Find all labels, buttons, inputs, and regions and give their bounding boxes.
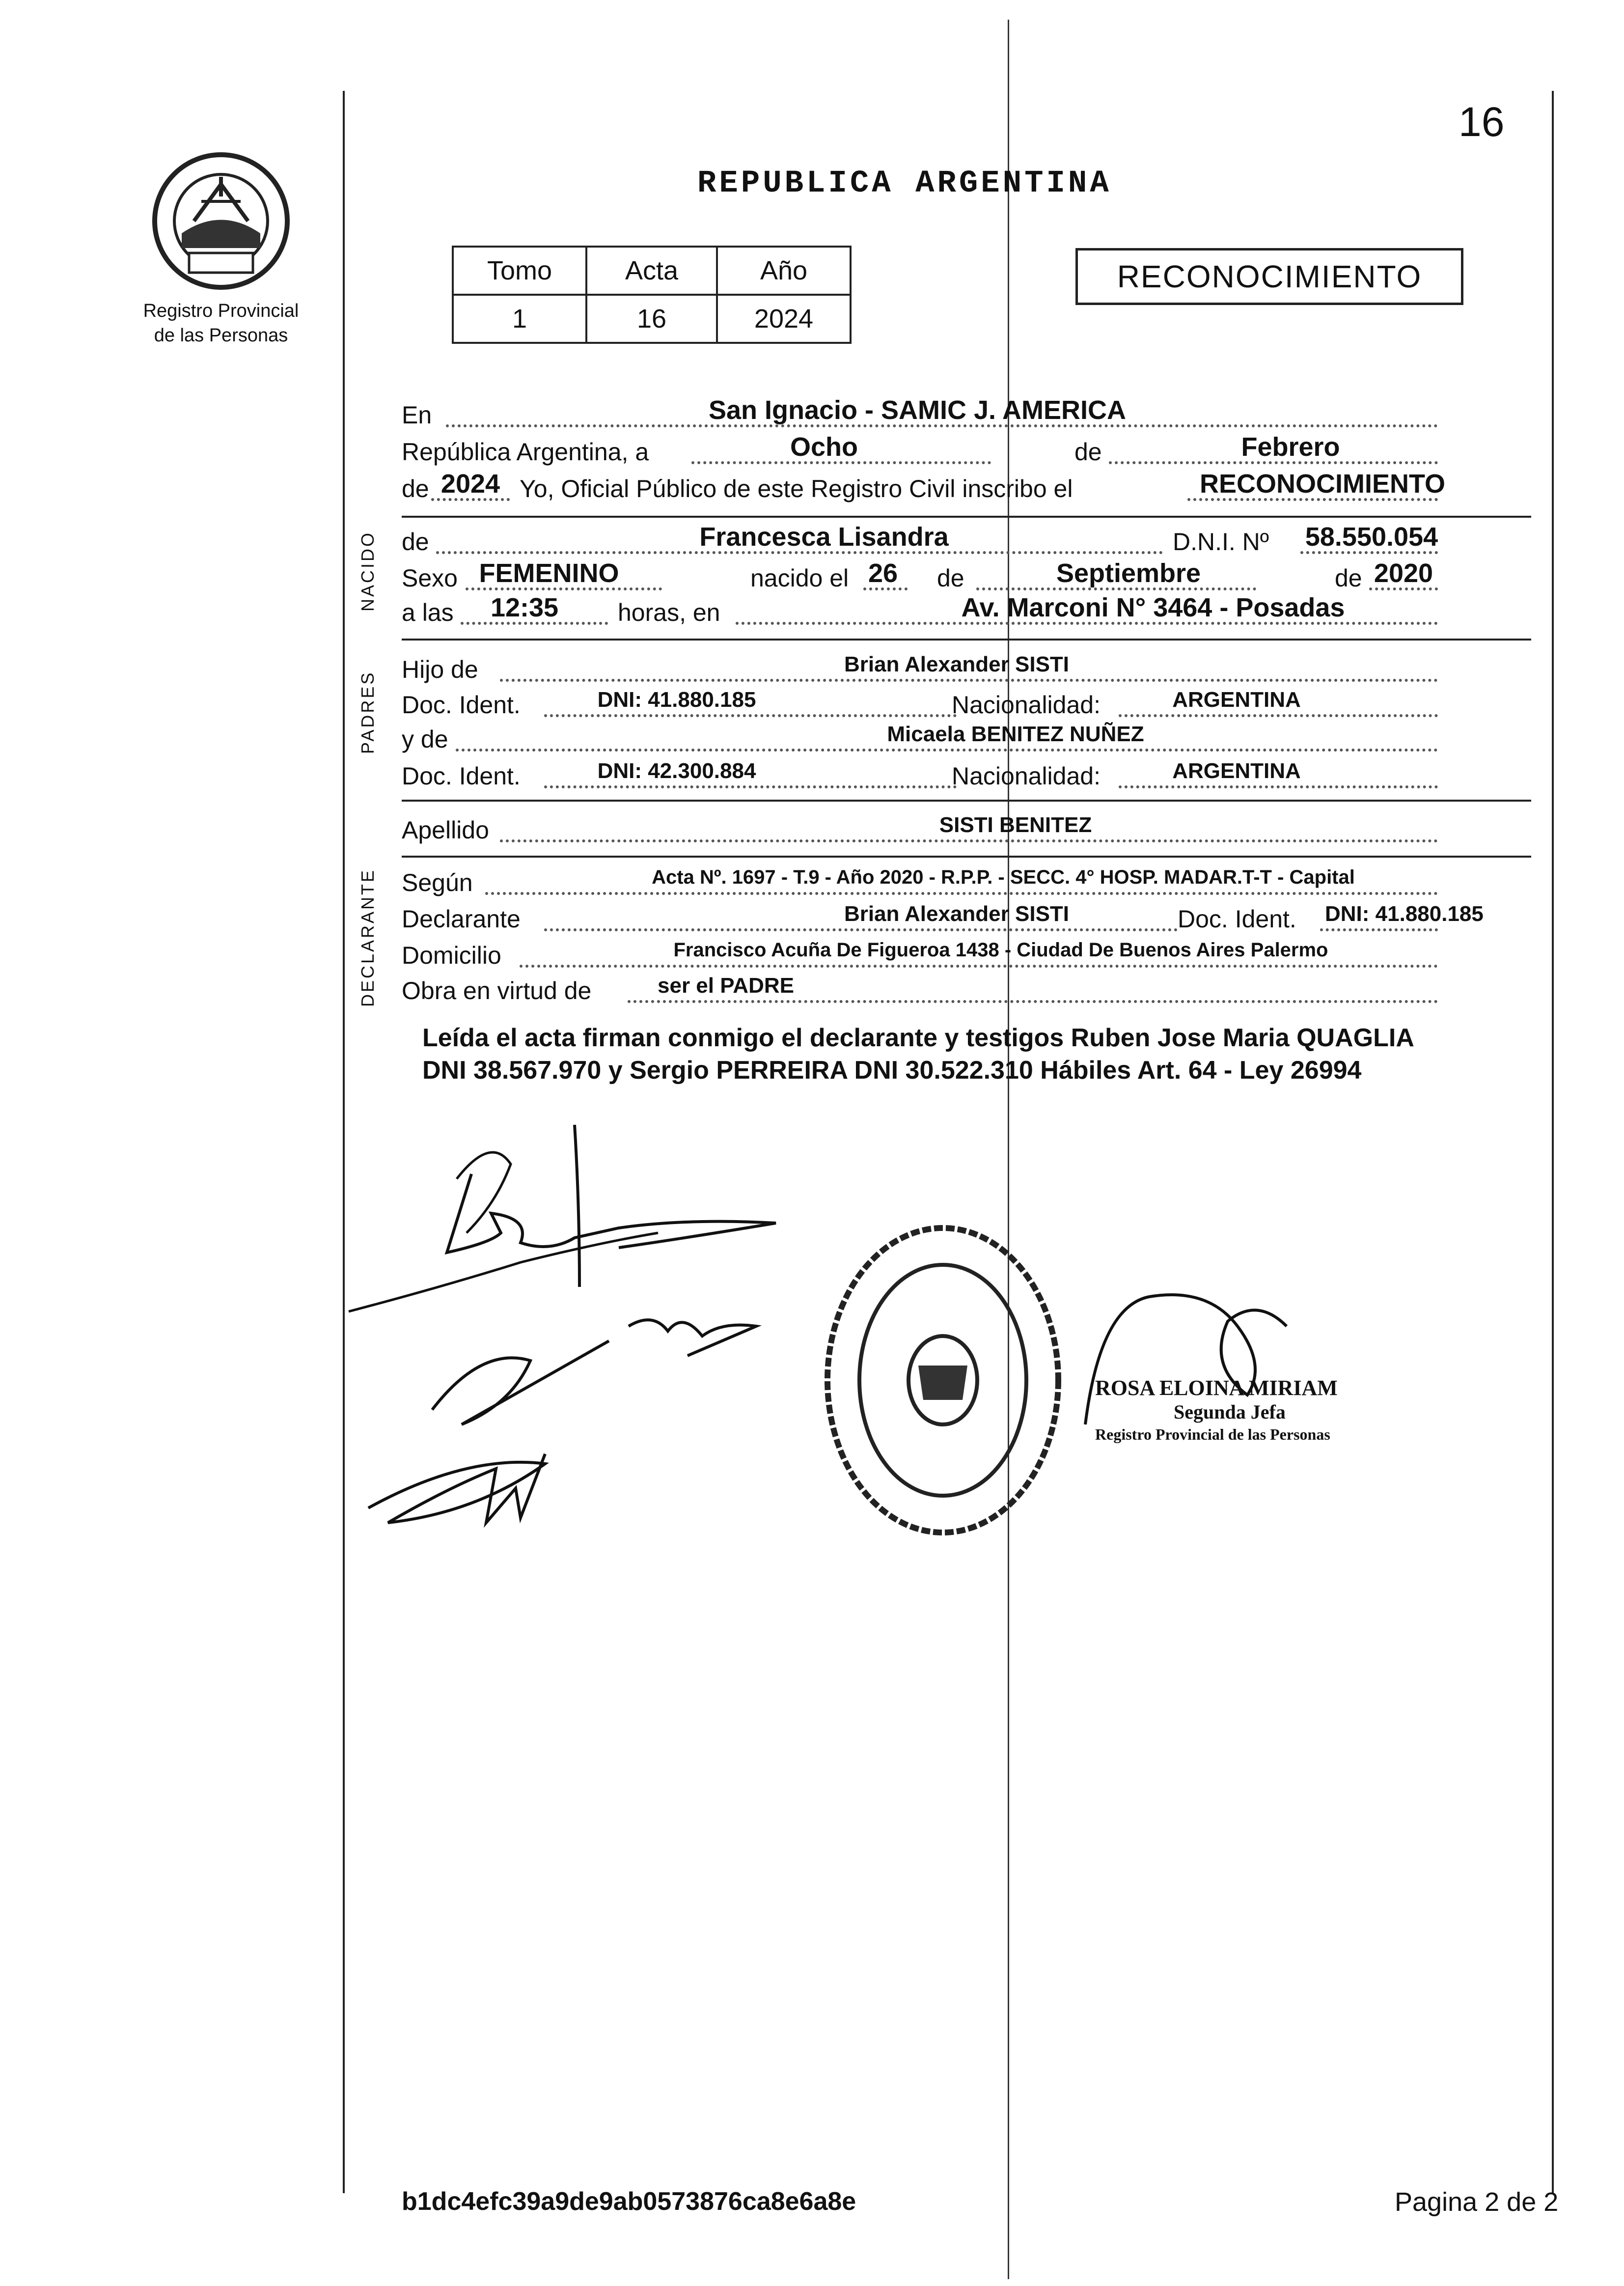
value-mes: Febrero — [1241, 432, 1340, 462]
row-domicilio — [402, 938, 1531, 971]
page-indicator: Pagina 2 de 2 — [1395, 2187, 1559, 2217]
reference-table — [452, 246, 852, 344]
side-label-nacido: NACIDO — [358, 530, 378, 612]
header-tomo: Tomo — [453, 247, 586, 295]
row-lugar — [402, 395, 1531, 430]
label-nacionalidad-padre: Nacionalidad: — [952, 691, 1101, 719]
reference-table-header — [453, 247, 851, 295]
row-nombre — [402, 522, 1531, 557]
closing-line-1: Leída el acta firman conmigo el declarante y testigos Ruben Jose Maria QUAGLIA — [422, 1024, 1414, 1052]
reference-table-values — [453, 295, 851, 343]
label-nacido-el: nacido el — [750, 564, 849, 592]
label-dni: D.N.I. Nº — [1173, 528, 1269, 556]
label-domicilio: Domicilio — [402, 942, 501, 969]
value-nac-dia: 26 — [868, 558, 898, 588]
value-nac-mes: Septiembre — [1056, 558, 1201, 588]
officer-position: Segunda Jefa — [1174, 1401, 1286, 1423]
officer-office: Registro Provincial de las Personas — [1095, 1425, 1330, 1443]
label-declarante: Declarante — [402, 905, 521, 933]
section-divider-nacido — [402, 516, 1531, 518]
side-label-padres: PADRES — [358, 670, 378, 754]
document-hash: b1dc4efc39a9de9ab0573876ca8e6a8e — [402, 2187, 856, 2216]
row-acto — [402, 469, 1531, 504]
row-obra — [402, 974, 1531, 1006]
row-sexo — [402, 558, 1531, 593]
label-doc-ident-declarante: Doc. Ident. — [1178, 905, 1296, 933]
value-obra: ser el PADRE — [658, 974, 794, 998]
label-de-mes: de — [937, 564, 964, 592]
registry-caption-line1: Registro Provincial — [143, 301, 299, 321]
value-sexo: FEMENINO — [479, 558, 619, 588]
right-margin-line — [1552, 91, 1554, 2193]
row-fecha — [402, 432, 1531, 467]
header-acta: Acta — [586, 247, 717, 295]
registry-logo — [133, 147, 309, 346]
value-padre: Brian Alexander SISTI — [844, 652, 1070, 676]
official-round-seal-icon — [815, 1213, 1071, 1547]
value-dni: 58.550.054 — [1305, 522, 1438, 552]
label-y-de: y de — [402, 725, 448, 753]
provincial-seal-icon — [147, 147, 295, 295]
label-hijo-de: Hijo de — [402, 656, 478, 683]
page-number: 16 — [1459, 99, 1505, 145]
label-sexo: Sexo — [402, 564, 458, 592]
closing-line-2: DNI 38.567.970 y Sergio PERREIRA DNI 30.522.310 Hábiles Art. 64 - Ley 26994 — [422, 1056, 1362, 1085]
officer-name: ROSA ELOINA MIRIAM — [1095, 1376, 1338, 1400]
label-republica-a: República Argentina, a — [402, 438, 649, 466]
center-fold-line — [1008, 20, 1009, 2279]
value-nac-anio: 2020 — [1374, 558, 1433, 588]
value-dia: Ocho — [790, 432, 858, 462]
value-segun: Acta Nº. 1697 - T.9 - Año 2020 - R.P.P. - SECC. 4° HOSP. MADAR.T-T - Capital — [652, 866, 1355, 888]
label-apellido: Apellido — [402, 816, 489, 844]
label-yo-oficial: Yo, Oficial Público de este Registro Civil inscribo el — [520, 475, 1073, 502]
value-madre: Micaela BENITEZ NUÑEZ — [887, 722, 1144, 746]
value-declarante-doc: DNI: 41.880.185 — [1325, 902, 1484, 926]
row-declarante — [402, 902, 1531, 934]
value-tomo: 1 — [453, 295, 586, 343]
value-lugar-nac: Av. Marconi N° 3464 - Posadas — [961, 593, 1345, 622]
label-a-las: a las — [402, 599, 454, 626]
label-de-anio: de — [402, 475, 429, 502]
value-hora: 12:35 — [490, 593, 559, 622]
header-anio: Año — [717, 247, 851, 295]
row-padre — [402, 652, 1531, 685]
value-padre-doc: DNI: 41.880.185 — [597, 688, 756, 712]
row-segun — [402, 865, 1531, 898]
value-acta: 16 — [586, 295, 717, 343]
section-divider-padres — [402, 639, 1531, 641]
label-horas-en: horas, en — [618, 599, 720, 626]
value-nombre: Francesca Lisandra — [699, 522, 949, 552]
value-declarante: Brian Alexander SISTI — [844, 902, 1070, 926]
row-hora — [402, 595, 1531, 628]
value-acto: RECONOCIMIENTO — [1200, 469, 1446, 499]
closing-statement — [422, 1022, 1532, 1087]
value-apellido: SISTI BENITEZ — [939, 813, 1092, 837]
row-apellido — [402, 813, 1531, 845]
row-madre-doc — [402, 759, 1531, 791]
label-segun: Según — [402, 869, 473, 896]
signature-witness-2-icon — [358, 1424, 633, 1542]
label-de-nombre: de — [402, 528, 429, 556]
section-divider-declarante — [402, 856, 1531, 858]
registry-caption-line2: de las Personas — [154, 325, 288, 346]
officer-stamp — [1095, 1375, 1439, 1444]
act-type-box: RECONOCIMIENTO — [1075, 248, 1463, 305]
row-madre — [402, 722, 1531, 754]
side-label-declarante: DECLARANTE — [358, 868, 378, 1007]
label-en: En — [402, 401, 432, 429]
value-padre-nac: ARGENTINA — [1172, 688, 1301, 712]
value-anio: 2024 — [717, 295, 851, 343]
label-de: de — [1074, 438, 1102, 466]
label-nacionalidad-madre: Nacionalidad: — [952, 762, 1101, 790]
row-padre-doc — [402, 688, 1531, 720]
value-madre-doc: DNI: 42.300.884 — [597, 759, 756, 783]
section-divider-apellido — [402, 800, 1531, 802]
label-obra-en-virtud: Obra en virtud de — [402, 977, 592, 1004]
label-doc-ident-madre: Doc. Ident. — [402, 762, 521, 790]
value-madre-nac: ARGENTINA — [1172, 759, 1301, 783]
label-de-anio-nac: de — [1335, 564, 1362, 592]
country-title: REPUBLICA ARGENTINA — [697, 166, 1112, 201]
value-domicilio: Francisco Acuña De Figueroa 1438 - Ciudad De Buenos Aires Palermo — [673, 939, 1328, 961]
label-doc-ident-padre: Doc. Ident. — [402, 691, 521, 719]
value-anio: 2024 — [440, 469, 500, 499]
value-lugar: San Ignacio - SAMIC J. AMERICA — [708, 395, 1127, 425]
